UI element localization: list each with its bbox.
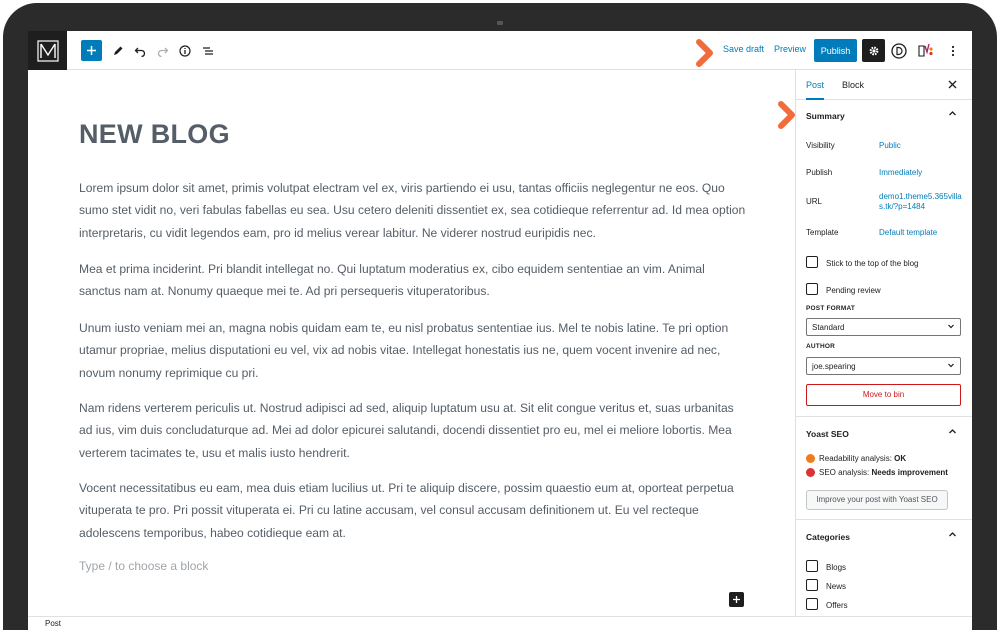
list-view-button[interactable] bbox=[197, 40, 219, 62]
post-format-label: POST FORMAT bbox=[806, 305, 856, 312]
settings-sidebar bbox=[795, 70, 972, 616]
pending-review-label: Pending review bbox=[826, 286, 881, 295]
divi-d-icon bbox=[891, 43, 907, 59]
pencil-icon bbox=[112, 45, 124, 57]
category-label-blogs: Blogs bbox=[826, 563, 847, 572]
category-checkbox-offers[interactable] bbox=[806, 598, 818, 610]
preview-button[interactable]: Preview bbox=[774, 44, 807, 54]
editor-screen bbox=[28, 31, 972, 630]
edit-tool-button[interactable] bbox=[107, 40, 129, 62]
sticky-checkbox[interactable] bbox=[806, 256, 818, 268]
undo-icon bbox=[134, 45, 146, 57]
seo-analysis bbox=[819, 468, 948, 477]
paragraph-block[interactable]: Nam ridens verterem periculis ut. Nostrud adipisci ad sed, aliquip luptatum usu at. Sit elit congue veritus et, suas urbanitas ad ius, vim duis concludaturque ad. Mei ad dolor epicurei salutandi, docendi dissentiet pro eu, mel ei meliore lobortis. Mea verterem tacimates te, usu et malis iusto hendrerit. bbox=[79, 401, 734, 460]
site-logo[interactable] bbox=[28, 31, 67, 70]
category-checkbox-blogs[interactable] bbox=[806, 560, 818, 572]
yoast-icon bbox=[917, 43, 935, 59]
chevron-down-icon bbox=[947, 361, 955, 371]
list-view-icon bbox=[202, 45, 214, 57]
inline-add-block-button[interactable] bbox=[729, 592, 744, 607]
author-value: joe.spearing bbox=[812, 362, 856, 371]
readability-value: OK bbox=[894, 454, 907, 463]
visibility-value[interactable]: Public bbox=[879, 141, 901, 150]
url-label: URL bbox=[806, 197, 823, 206]
annotation-arrow-icon bbox=[776, 100, 798, 130]
sticky-label: Stick to the top of the blog bbox=[826, 259, 919, 268]
paragraph-block[interactable]: Unum iusto veniam mei an, magna nobis quidam eam te, eu nisl probatus sententiae ius. Mel te nobis latine. Te pri option utamur propriae, melius disputationi eu vel, vix ad nobis vitae. Intellegat honestatis ius ne, quem vocent invenire ad nec, novum nonumy reprimique cu pri. bbox=[79, 321, 729, 380]
author-label: AUTHOR bbox=[806, 343, 836, 350]
gear-icon bbox=[868, 45, 880, 57]
visibility-label: Visibility bbox=[806, 141, 835, 150]
pending-review-checkbox[interactable] bbox=[806, 283, 818, 295]
tab-block[interactable]: Block bbox=[842, 80, 865, 90]
undo-button[interactable] bbox=[129, 40, 151, 62]
breadcrumb-post[interactable]: Post bbox=[45, 619, 62, 628]
paragraph-block[interactable]: Mea et prima inciderint. Pri blandit intellegat no. Qui luptatum moderatius ex, cibo equidem sententiae an vim. Animal sanctus nam at. Nonumy quaeque mei te. Ad pri persequeris vituperatoribus. bbox=[79, 262, 705, 299]
seo-status-icon bbox=[806, 468, 815, 477]
readability-label: Readability analysis: bbox=[819, 454, 892, 463]
tab-post[interactable]: Post bbox=[806, 70, 824, 100]
post-title[interactable]: NEW BLOG bbox=[79, 119, 230, 149]
template-value[interactable]: Default template bbox=[879, 228, 938, 237]
move-to-bin-button[interactable]: Move to bin bbox=[806, 384, 961, 406]
url-value[interactable]: demo1.theme5.365villas.tk/?p=1484 bbox=[879, 192, 962, 211]
divi-plugin-button[interactable] bbox=[888, 40, 910, 62]
camera-dot bbox=[497, 21, 503, 25]
seo-label: SEO analysis: bbox=[819, 468, 870, 477]
template-label: Template bbox=[806, 228, 839, 237]
details-button[interactable] bbox=[174, 40, 196, 62]
options-button[interactable] bbox=[942, 40, 964, 62]
improve-with-yoast-button[interactable]: Improve your post with Yoast SEO bbox=[806, 490, 948, 510]
plus-icon bbox=[86, 45, 97, 56]
category-label-news: News bbox=[826, 582, 847, 591]
chevron-up-icon[interactable] bbox=[948, 530, 957, 541]
readability-status-icon bbox=[806, 454, 815, 463]
chevron-up-icon[interactable] bbox=[948, 427, 957, 438]
publish-date-value[interactable]: Immediately bbox=[879, 168, 923, 177]
more-vertical-icon bbox=[951, 45, 955, 57]
category-checkbox-news[interactable] bbox=[806, 579, 818, 591]
post-format-value: Standard bbox=[812, 323, 845, 332]
seo-value: Needs improvement bbox=[871, 468, 948, 477]
summary-panel-toggle[interactable]: Summary bbox=[806, 111, 845, 121]
categories-panel-toggle[interactable]: Categories bbox=[806, 532, 850, 542]
plus-icon bbox=[732, 595, 741, 604]
annotation-arrow-icon bbox=[694, 38, 716, 68]
paragraph-block[interactable]: Vocent necessitatibus eu eam, mea duis etiam lucilius ut. Pri te aliquip discere, possim quaestio eum at, oporteat perpetua vituperata te pro. Pri possit vituperata ei. Pri cu latine accusam, vel consul accusam definitionem ut. Eu vel recteque adolescens temporibus, habeo cotidieque eam at. bbox=[79, 481, 734, 540]
readability-analysis bbox=[819, 454, 906, 463]
panel-divider bbox=[796, 416, 972, 417]
author-select[interactable] bbox=[806, 357, 961, 375]
logo-mark-icon bbox=[36, 39, 60, 63]
sidebar-tabs bbox=[796, 70, 972, 100]
yoast-button[interactable] bbox=[915, 40, 937, 62]
settings-button[interactable] bbox=[862, 39, 885, 62]
chevron-down-icon bbox=[947, 322, 955, 332]
info-icon bbox=[179, 45, 191, 57]
close-sidebar-button[interactable] bbox=[948, 78, 957, 92]
redo-button[interactable] bbox=[152, 40, 174, 62]
editor-canvas bbox=[28, 70, 795, 616]
close-icon bbox=[948, 80, 957, 89]
top-toolbar bbox=[28, 31, 972, 70]
publish-button[interactable]: Publish bbox=[814, 39, 857, 62]
block-breadcrumb-bar bbox=[28, 616, 972, 630]
yoast-panel-toggle[interactable]: Yoast SEO bbox=[806, 429, 849, 439]
redo-icon bbox=[157, 45, 169, 57]
category-label-offers: Offers bbox=[826, 601, 848, 610]
add-block-button[interactable] bbox=[81, 40, 102, 61]
publish-label: Publish bbox=[806, 168, 833, 177]
paragraph-block[interactable]: Lorem ipsum dolor sit amet, primis volutpat electram vel ex, viris partiendo ei usu, tantas officiis neglegentur ne eos. Quo sumo stet vidit no, veri fabulas fabellas eu sea. Usu cetero deleniti dissentiet ex, sea cotidieque referrentur ad. Id mea option interpretaris, cu vidit legendos eam, pro id melius verear labitur. Ne viderer nostrud euripidis nec. bbox=[79, 181, 746, 240]
chevron-up-icon[interactable] bbox=[948, 109, 957, 120]
block-placeholder[interactable]: Type / to choose a block bbox=[79, 559, 209, 573]
save-draft-button[interactable]: Save draft bbox=[723, 44, 765, 54]
panel-divider bbox=[796, 519, 972, 520]
post-format-select[interactable] bbox=[806, 318, 961, 336]
